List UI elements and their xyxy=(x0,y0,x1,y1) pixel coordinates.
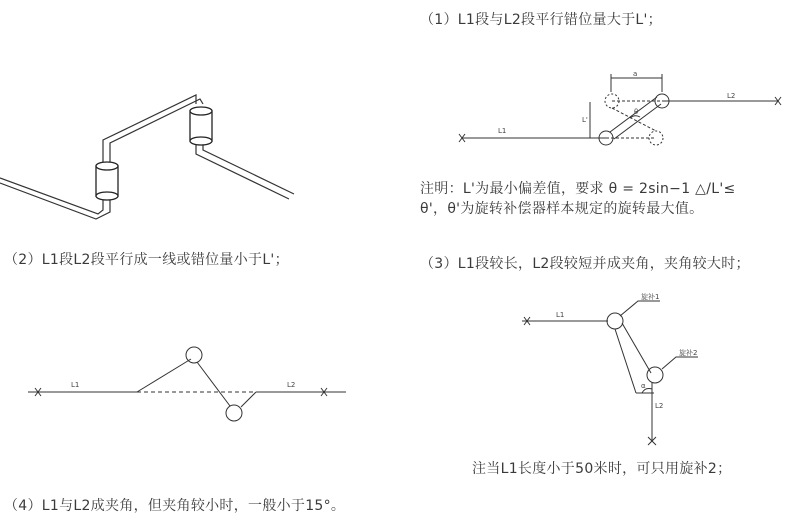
note-case-1-line-2: θ'，θ'为旋转补偿器样本规定的旋转最大值。 xyxy=(420,201,704,217)
caption-case-4: （4）L1与L2成夹角，但夹角较小时，一般小于15°。 xyxy=(4,498,346,514)
label-L2-case3: L2 xyxy=(655,402,664,410)
label-L1-case1: L1 xyxy=(498,127,507,135)
caption-case-3: （3）L1段较长，L2段较短并成夹角，夹角较大时； xyxy=(420,256,750,272)
label-L2-case2: L2 xyxy=(287,381,296,389)
note-case-3: 注当L1长度小于50米时，可只用旋补2； xyxy=(472,461,732,477)
note-case-1-line-1: 注明：L'为最小偏差值，要求 θ = 2sin−1 △/L'≤ xyxy=(420,181,736,197)
isometric-pipe-sketch xyxy=(0,95,294,219)
caption-case-2: （2）L1段L2段平行成一线或错位量小于L'； xyxy=(4,252,289,268)
label-theta-case1: θ xyxy=(634,108,639,116)
label-Lprime-case1: L' xyxy=(582,116,588,124)
diagram-case-1 xyxy=(459,74,781,145)
label-L1-case2: L1 xyxy=(71,381,80,389)
diagram-case-3 xyxy=(522,301,698,445)
caption-case-1: （1）L1段与L2段平行错位量大于L'； xyxy=(420,12,662,28)
compensator-cylinder-lower xyxy=(96,162,118,200)
label-rot-compensator-1: 旋补1 xyxy=(641,293,660,301)
label-L2-case1: L2 xyxy=(727,92,736,100)
label-a-case1: a xyxy=(633,70,638,78)
compensator-cylinder-upper xyxy=(190,107,212,145)
label-L1-case3: L1 xyxy=(556,311,565,319)
label-alpha-case3: α xyxy=(641,382,646,390)
label-rot-compensator-2: 旋补2 xyxy=(679,349,698,357)
